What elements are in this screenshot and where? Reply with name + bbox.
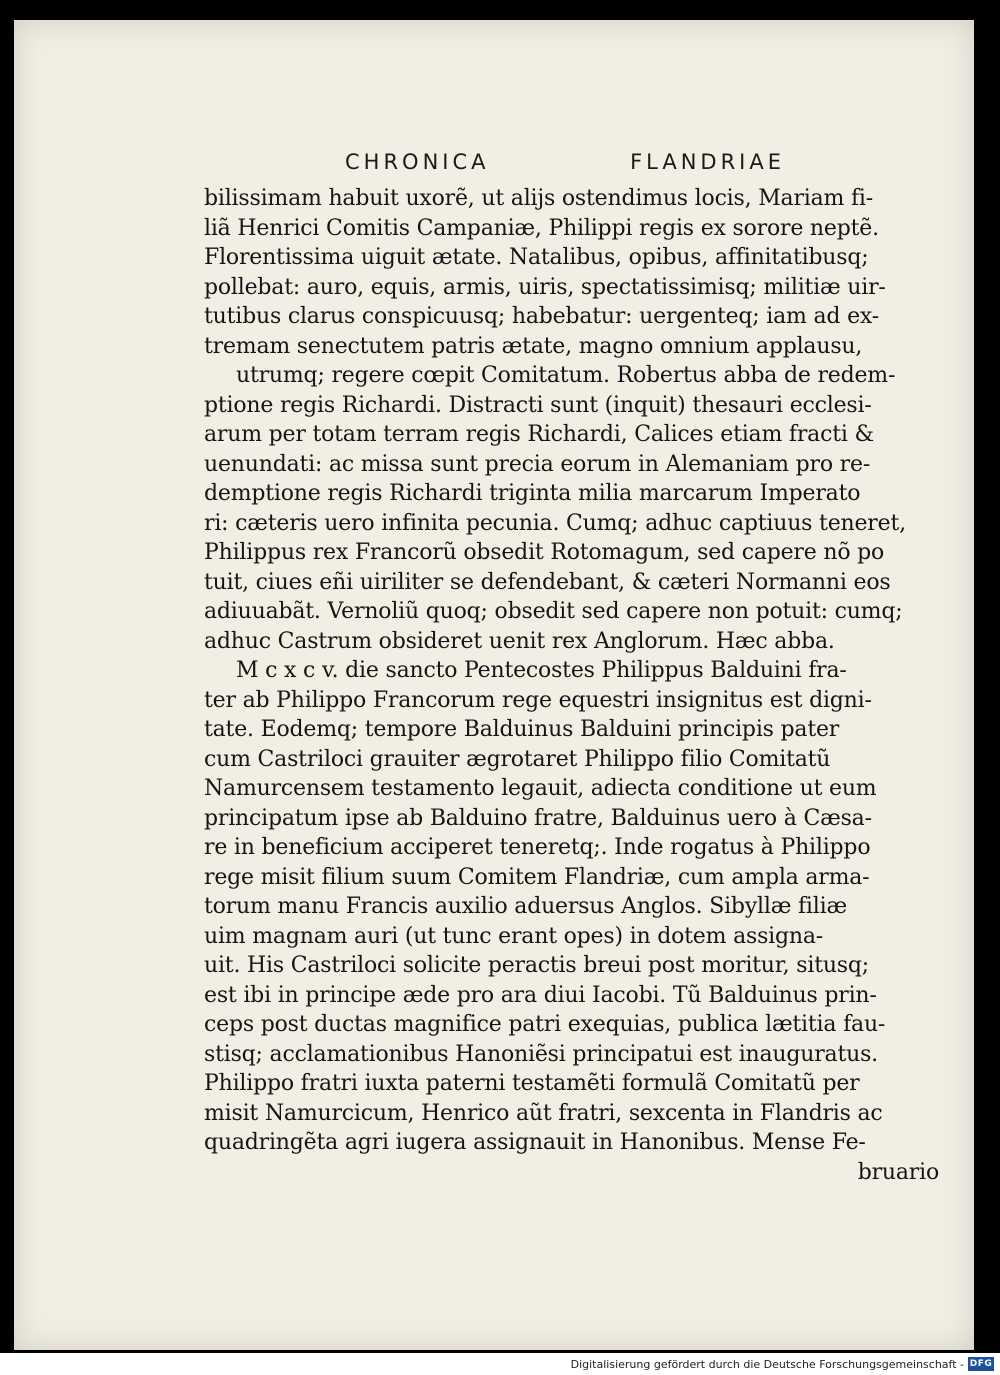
text-line: rege misit filium suum Comitem Flandriæ, cum ampla arma- — [204, 864, 870, 890]
text-line: ri: cæteris uero infinita pecunia. Cumq; adhuc captiuus teneret, — [204, 510, 906, 536]
footer-bar — [0, 1353, 1000, 1375]
text-line: re in beneficium acciperet teneretq;. Inde rogatus à Philippo — [204, 835, 871, 860]
catchword: bruario — [857, 1159, 939, 1185]
text-line: Namurcensem testamento legauit, adiecta conditione ut eum — [204, 776, 877, 801]
text-line: demptione regis Richardi triginta milia marcarum Imperato — [204, 481, 861, 506]
text-line: ptione regis Richardi. Distracti sunt (inquit) thesauri ecclesi- — [204, 392, 872, 418]
text-line: ceps post ductas magnifice patri exequias, publica lætitia fau- — [204, 1012, 886, 1037]
text-line: Florentissima uiguit ætate. Natalibus, opibus, affinitatibusq; — [204, 245, 869, 270]
text-line: uim magnam auri (ut tunc erant opes) in dotem assigna- — [204, 923, 824, 949]
text-line: ter ab Philippo Francorum rege equestri insignitus est digni- — [204, 687, 872, 713]
text-line: Philippo fratri iuxta paterni testamẽti formulã Comitatũ per — [204, 1071, 860, 1096]
text-line: stisq; acclamationibus Hanoniẽsi principatui est inauguratus. — [204, 1041, 878, 1067]
running-head-right: FLANDRIAE — [630, 150, 785, 174]
text-line: principatum ipse ab Balduino fratre, Balduinus uero à Cæsa- — [204, 805, 872, 831]
dfg-logo: DFG — [969, 1359, 993, 1369]
running-head-left: CHRONICA — [345, 150, 490, 174]
text-line: liã Henrici Comitis Campaniæ, Philippi regis ex sorore neptẽ. — [204, 215, 879, 241]
text-line: uenundati: ac missa sunt precia eorum in Alemaniam pro re- — [204, 451, 871, 477]
text-line: M c x c v. die sancto Pentecostes Philippus Balduini fra- — [236, 658, 847, 683]
body-text — [204, 184, 939, 1187]
text-line: torum manu Francis auxilio aduersus Anglos. Sibyllæ filiæ — [204, 894, 847, 919]
text-line: bilissimam habuit uxorẽ, ut alijs ostendimus locis, Mariam fi- — [204, 186, 873, 211]
text-line: quadringẽta agri iugera assignauit in Hanonibus. Mense Fe- — [204, 1130, 866, 1155]
text-line: tremam senectutem patris ætate, magno omnium applausu, — [204, 333, 863, 359]
text-line: est ibi in principe æde pro ara diui Iacobi. Tũ Balduinus prin- — [204, 982, 877, 1008]
text-line: arum per totam terram regis Richardi, Calices etiam fracti & — [204, 422, 874, 447]
text-line: Philippus rex Francorũ obsedit Rotomagum, sed capere nõ po — [204, 540, 885, 565]
text-line: tate. Eodemq; tempore Balduinus Balduini principis pater — [204, 717, 840, 742]
funding-notice: Digitalisierung gefördert durch die Deutsche Forschungsgemeinschaft - — [570, 1357, 964, 1371]
text-line: cum Castriloci grauiter ægrotaret Philippo filio Comitatũ — [204, 746, 831, 772]
text-line: adhuc Castrum obsideret uenit rex Anglorum. Hæc abba. — [204, 628, 835, 654]
text-line: pollebat: auro, equis, armis, uiris, spectatissimisq; militiæ uir- — [204, 274, 886, 300]
text-line: tuit, ciues eñi uiriliter se defendebant, & cæteri Normanni eos — [204, 569, 891, 595]
running-head — [345, 150, 785, 174]
text-line: uit. His Castriloci solicite peractis breui post moritur, situsq; — [204, 953, 869, 978]
text-line: tutibus clarus conspicuusq; habebatur: uergenteq; iam ad ex- — [204, 304, 879, 329]
text-line: adiuuabãt. Vernoliũ quoq; obsedit sed capere non potuit: cumq; — [204, 599, 903, 624]
text-line: misit Namurcicum, Henrico aũt fratri, sexcenta in Flandris ac — [204, 1100, 883, 1126]
text-line: utrumq; regere cœpit Comitatum. Robertus abba de redem- — [236, 363, 896, 388]
